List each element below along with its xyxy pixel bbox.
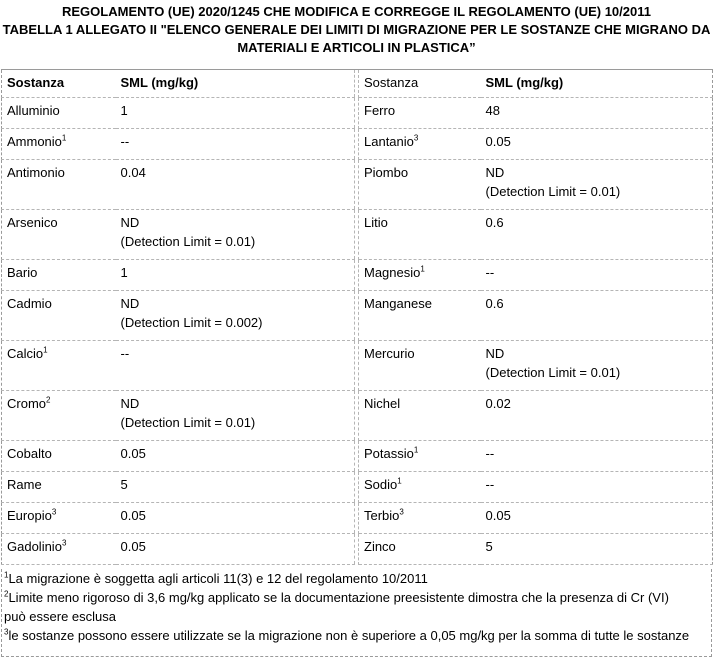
substance-name: Ferro bbox=[364, 103, 396, 118]
title-line-2: TABELLA 1 ALLEGATO II "ELENCO GENERALE DEI LIMITI DI MIGRAZIONE PER LE SOSTANZE CHE MIGRANO DA bbox=[2, 22, 711, 37]
footnote-marker: 1 bbox=[397, 476, 402, 486]
table-row bbox=[2, 260, 713, 291]
table-row bbox=[2, 391, 713, 441]
sml-value: ND bbox=[485, 346, 505, 361]
substance-name: Ammonio bbox=[7, 134, 62, 149]
sml-value: ND bbox=[120, 396, 140, 411]
sml-value: 5 bbox=[485, 539, 493, 554]
table-row bbox=[2, 341, 713, 391]
right-substance-cell bbox=[359, 98, 481, 129]
footnote-marker: 3 bbox=[4, 627, 9, 637]
substance-name: Antimonio bbox=[7, 165, 65, 180]
footnote-marker: 1 bbox=[61, 133, 67, 143]
left-sml-cell bbox=[116, 472, 355, 503]
substance-name: Lantanio bbox=[364, 134, 414, 149]
left-substance-cell bbox=[2, 472, 116, 503]
substance-name: Cromo bbox=[7, 396, 47, 411]
substance-name: Cobalto bbox=[7, 446, 52, 461]
footnote-marker: 3 bbox=[51, 507, 57, 517]
header-right-substance: Sostanza bbox=[359, 70, 481, 98]
footnotes bbox=[1, 569, 712, 657]
left-sml-cell bbox=[116, 291, 355, 341]
substance-name: Bario bbox=[7, 265, 38, 280]
footnote-text: le sostanze possono essere utilizzate se la migrazione non è superiore a 0,05 mg/kg per la somma di tutte le sostanze bbox=[8, 628, 690, 643]
table-row bbox=[2, 503, 713, 534]
substance-name: Rame bbox=[7, 477, 42, 492]
sml-value: 1 bbox=[120, 103, 128, 118]
right-sml-cell bbox=[481, 291, 713, 341]
right-sml-cell bbox=[481, 472, 713, 503]
right-sml-cell bbox=[481, 534, 713, 565]
substance-name: Zinco bbox=[364, 539, 396, 554]
footnote-marker: 2 bbox=[46, 395, 51, 405]
left-substance-cell bbox=[2, 503, 116, 534]
right-sml-cell bbox=[481, 210, 713, 260]
footnote-marker: 3 bbox=[399, 507, 404, 517]
left-substance-cell bbox=[2, 341, 116, 391]
left-sml-cell bbox=[116, 441, 355, 472]
sml-value: -- bbox=[120, 134, 130, 149]
substance-name: Arsenico bbox=[7, 215, 58, 230]
left-substance-cell bbox=[2, 210, 116, 260]
footnote-marker: 3 bbox=[61, 538, 67, 548]
document-title bbox=[0, 0, 713, 62]
substance-name: Nichel bbox=[364, 396, 401, 411]
sml-value: 0.6 bbox=[485, 215, 504, 230]
sml-value: -- bbox=[120, 346, 130, 361]
left-substance-cell bbox=[2, 98, 116, 129]
sml-value: 0.05 bbox=[120, 446, 146, 461]
table-row bbox=[2, 441, 713, 472]
footnote bbox=[4, 626, 709, 645]
substance-name: Europio bbox=[7, 508, 52, 523]
sml-value: 0.02 bbox=[485, 396, 511, 411]
footnote-marker: 1 bbox=[420, 264, 425, 274]
sml-value: ND bbox=[120, 296, 140, 311]
right-sml-cell bbox=[481, 260, 713, 291]
right-sml-cell bbox=[481, 341, 713, 391]
substance-name: Calcio bbox=[7, 346, 44, 361]
footnote bbox=[4, 588, 709, 607]
footnote-text: Limite meno rigoroso di 3,6 mg/kg applicato se la documentazione preesistente dimostra che la presenza di Cr (VI) bbox=[8, 590, 669, 605]
footnote-marker: 1 bbox=[413, 445, 419, 455]
footnote-marker: 1 bbox=[43, 345, 48, 355]
detection-limit: (Detection Limit = 0.01) bbox=[485, 184, 621, 199]
footnote-text: La migrazione è soggetta agli articoli 11(3) e 12 del regolamento 10/2011 bbox=[8, 571, 428, 586]
table-header-row bbox=[2, 70, 713, 98]
table-row bbox=[2, 129, 713, 160]
right-substance-cell bbox=[359, 160, 481, 210]
sml-value: -- bbox=[485, 446, 495, 461]
sml-value: -- bbox=[485, 477, 495, 492]
right-substance-cell bbox=[359, 260, 481, 291]
right-sml-cell bbox=[481, 160, 713, 210]
table-row bbox=[2, 160, 713, 210]
right-sml-cell bbox=[481, 441, 713, 472]
left-substance-cell bbox=[2, 160, 116, 210]
substance-name: Mercurio bbox=[364, 346, 415, 361]
left-sml-cell bbox=[116, 503, 355, 534]
left-sml-cell bbox=[116, 534, 355, 565]
sml-value: 0.05 bbox=[485, 134, 511, 149]
sml-value: -- bbox=[485, 265, 495, 280]
left-sml-cell bbox=[116, 260, 355, 291]
substance-name: Terbio bbox=[364, 508, 400, 523]
table-row bbox=[2, 98, 713, 129]
right-sml-cell bbox=[481, 129, 713, 160]
sml-value: 0.05 bbox=[120, 539, 146, 554]
table-row bbox=[2, 291, 713, 341]
header-left-substance: Sostanza bbox=[2, 70, 116, 98]
left-substance-cell bbox=[2, 291, 116, 341]
left-sml-cell bbox=[116, 129, 355, 160]
left-sml-cell bbox=[116, 98, 355, 129]
right-sml-cell bbox=[481, 98, 713, 129]
left-sml-cell bbox=[116, 210, 355, 260]
substance-name: Alluminio bbox=[7, 103, 60, 118]
substance-name: Potassio bbox=[364, 446, 414, 461]
right-sml-cell bbox=[481, 391, 713, 441]
footnote-marker: 3 bbox=[413, 133, 419, 143]
header-left-sml: SML (mg/kg) bbox=[116, 70, 355, 98]
sml-value: 1 bbox=[120, 265, 128, 280]
right-substance-cell bbox=[359, 391, 481, 441]
sml-value: 5 bbox=[120, 477, 128, 492]
right-substance-cell bbox=[359, 341, 481, 391]
substance-name: Sodio bbox=[364, 477, 398, 492]
footnote-marker: 2 bbox=[4, 589, 9, 599]
right-substance-cell bbox=[359, 503, 481, 534]
substance-name: Litio bbox=[364, 215, 388, 230]
footnote-marker: 1 bbox=[4, 570, 9, 580]
footnote bbox=[4, 569, 709, 588]
left-substance-cell bbox=[2, 129, 116, 160]
sml-value: 0.05 bbox=[120, 508, 146, 523]
sml-value: 0.05 bbox=[485, 508, 511, 523]
right-substance-cell bbox=[359, 534, 481, 565]
footnote-text: può essere esclusa bbox=[4, 609, 117, 624]
sml-value: ND bbox=[120, 215, 140, 230]
table-row bbox=[2, 472, 713, 503]
table-row bbox=[2, 534, 713, 565]
detection-limit: (Detection Limit = 0.01) bbox=[485, 365, 621, 380]
table-row bbox=[2, 210, 713, 260]
right-substance-cell bbox=[359, 210, 481, 260]
substance-name: Magnesio bbox=[364, 265, 421, 280]
header-right-sml: SML (mg/kg) bbox=[481, 70, 713, 98]
right-substance-cell bbox=[359, 129, 481, 160]
right-substance-cell bbox=[359, 472, 481, 503]
right-substance-cell bbox=[359, 291, 481, 341]
migration-limits-table bbox=[1, 69, 713, 565]
sml-value: ND bbox=[485, 165, 505, 180]
left-substance-cell bbox=[2, 534, 116, 565]
substance-name: Manganese bbox=[364, 296, 432, 311]
substance-name: Cadmio bbox=[7, 296, 52, 311]
right-substance-cell bbox=[359, 441, 481, 472]
footnote bbox=[4, 607, 709, 626]
title-line-1: REGOLAMENTO (UE) 2020/1245 CHE MODIFICA E CORREGGE IL REGOLAMENTO (UE) 10/2011 bbox=[62, 4, 651, 19]
sml-value: 48 bbox=[485, 103, 500, 118]
left-sml-cell bbox=[116, 160, 355, 210]
left-substance-cell bbox=[2, 391, 116, 441]
right-sml-cell bbox=[481, 503, 713, 534]
title-line-3: MATERIALI E ARTICOLI IN PLASTICA” bbox=[237, 40, 476, 55]
left-sml-cell bbox=[116, 391, 355, 441]
sml-value: 0.04 bbox=[120, 165, 146, 180]
detection-limit: (Detection Limit = 0.002) bbox=[120, 315, 263, 330]
detection-limit: (Detection Limit = 0.01) bbox=[120, 415, 256, 430]
left-substance-cell bbox=[2, 441, 116, 472]
left-sml-cell bbox=[116, 341, 355, 391]
left-substance-cell bbox=[2, 260, 116, 291]
sml-value: 0.6 bbox=[485, 296, 504, 311]
substance-name: Piombo bbox=[364, 165, 409, 180]
detection-limit: (Detection Limit = 0.01) bbox=[120, 234, 256, 249]
substance-name: Gadolinio bbox=[7, 539, 62, 554]
